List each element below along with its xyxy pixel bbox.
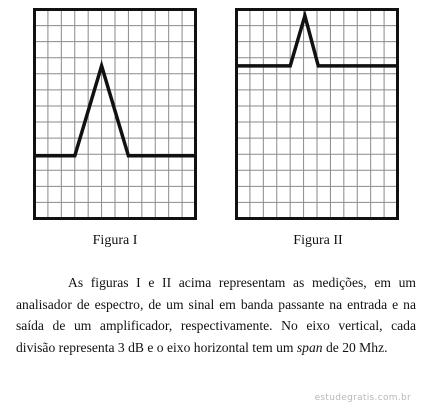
- watermark: estudegratis.com.br: [314, 393, 411, 403]
- figure-1-caption: Figura I: [92, 233, 138, 248]
- paragraph-italic-term: span: [296, 339, 323, 355]
- question-paragraph: [16, 272, 416, 358]
- figure-1-spectrum-plot: [33, 8, 197, 220]
- figure-2-caption: Figura II: [293, 233, 343, 248]
- figure-2: [235, 8, 399, 220]
- figure-2-spectrum-plot: [235, 8, 399, 220]
- paragraph-text: As figuras I e II acima representam as medições, em um analisador de espectro, de um sinal em banda passante na entrada e na saída de um amplificador, respectivamente. No eixo vertical, cada divisão representa 3 dB e o eixo horizontal tem um: [16, 275, 416, 355]
- figure-1: [33, 8, 197, 220]
- paragraph-text-end: de 20 Mhz.: [322, 339, 388, 355]
